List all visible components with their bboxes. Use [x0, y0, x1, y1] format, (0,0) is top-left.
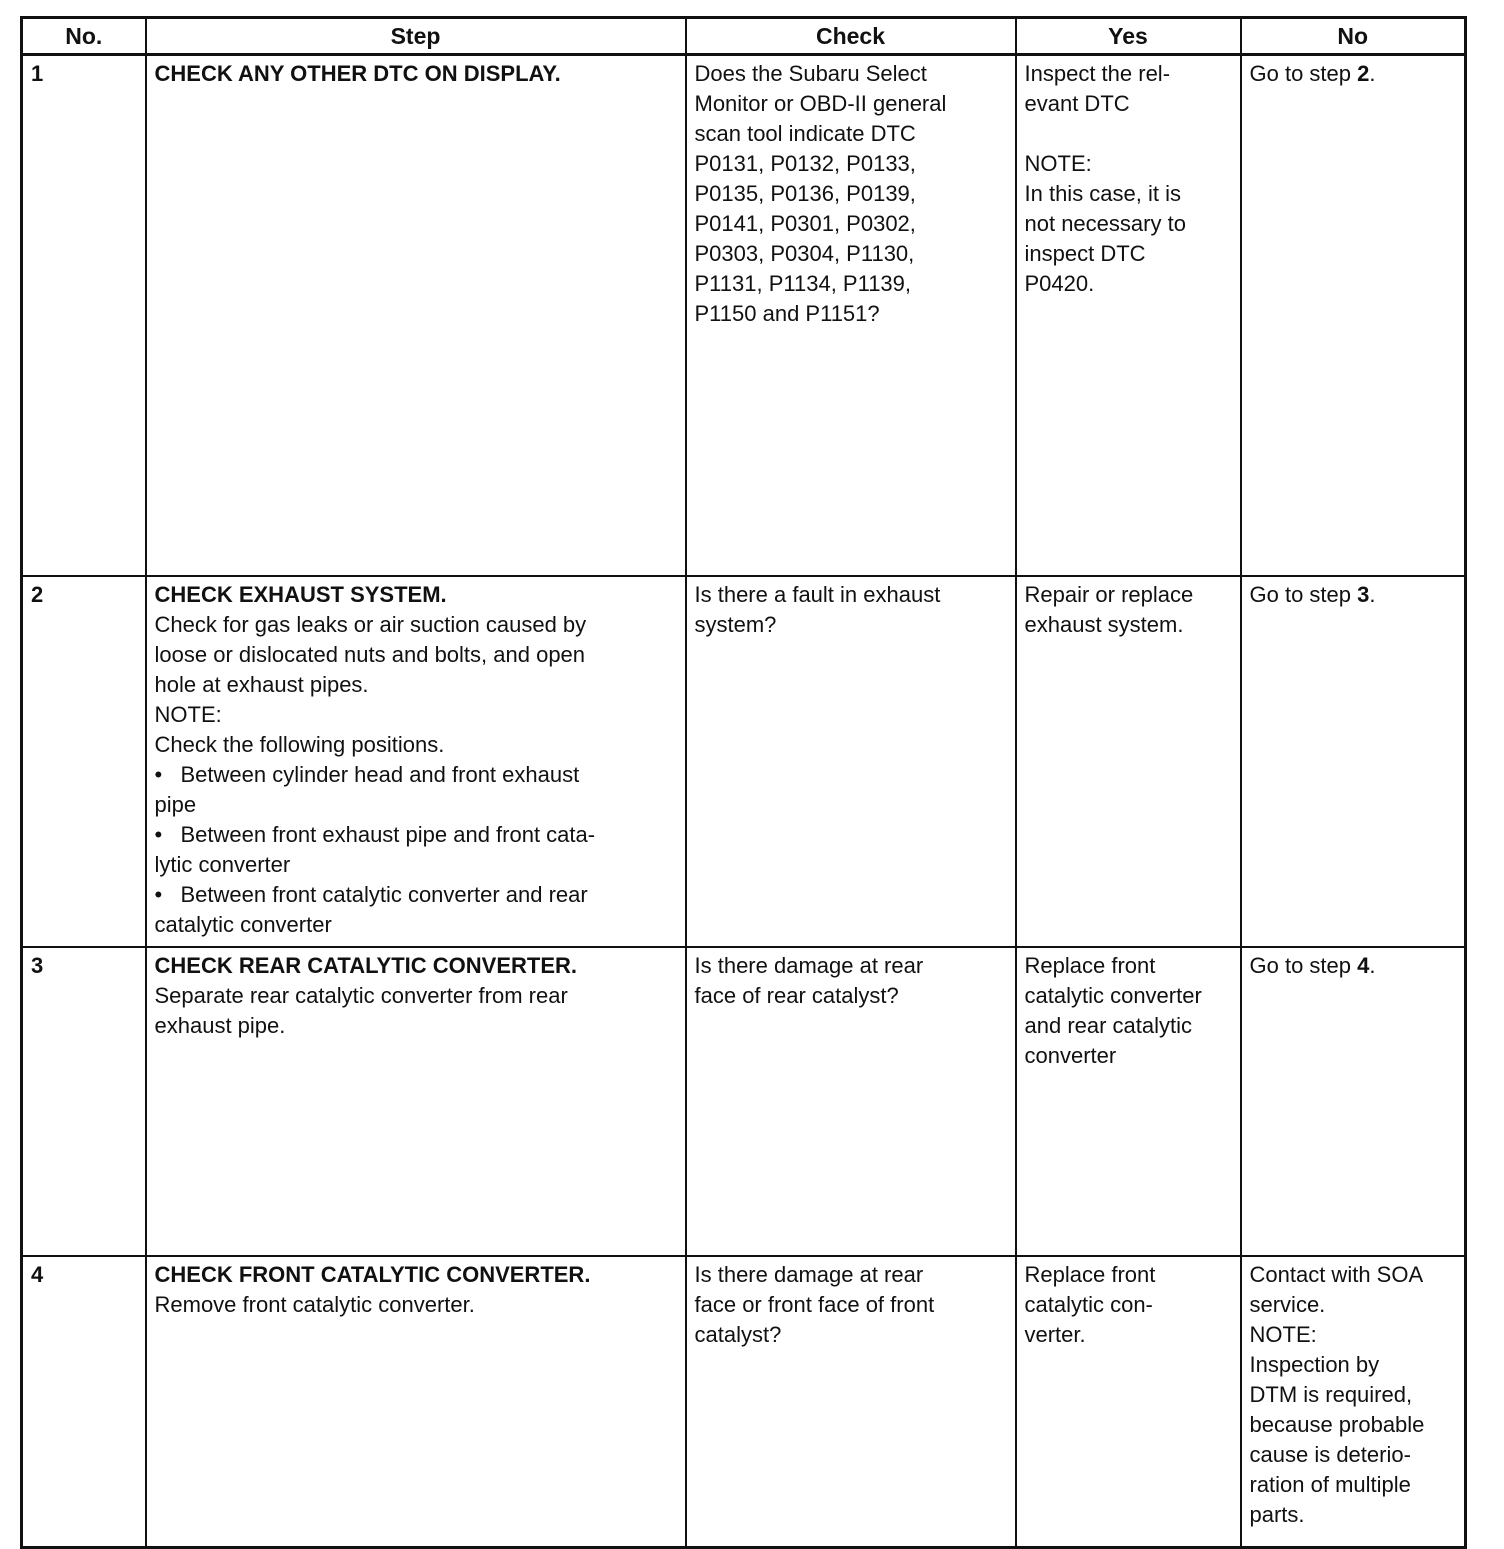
yes-line: and rear catalytic	[1024, 1013, 1193, 1038]
no-line: because probable	[1249, 1412, 1425, 1437]
check-line: P0303, P0304, P1130,	[694, 241, 915, 266]
check-line: P0135, P0136, P0139,	[694, 181, 916, 206]
no-line: Inspection by	[1249, 1352, 1380, 1377]
step-line: Check the following positions.	[154, 732, 445, 757]
diagnostic-table	[20, 16, 1467, 1549]
check-line: Monitor or OBD-II general	[694, 91, 947, 116]
goto-prefix: Go to step	[1249, 953, 1358, 978]
yes-line: inspect DTC	[1024, 241, 1146, 266]
yes-line: converter	[1024, 1043, 1117, 1068]
step-line: exhaust pipe.	[154, 1013, 286, 1038]
check-cell	[686, 55, 1016, 577]
table-row	[22, 55, 1466, 577]
no-line: parts.	[1249, 1502, 1305, 1527]
goto-step: 2	[1357, 61, 1370, 86]
yes-line: catalytic converter	[1024, 983, 1202, 1008]
yes-line: In this case, it is	[1024, 181, 1182, 206]
bullet-text: Between front catalytic converter and rear	[180, 882, 588, 907]
no-line: ration of multiple	[1249, 1472, 1411, 1497]
check-line: P1131, P1134, P1139,	[694, 271, 912, 296]
check-line: Is there a fault in exhaust	[694, 582, 941, 607]
step-number: 4	[22, 1256, 146, 1548]
yes-cell	[1016, 576, 1241, 947]
no-cell	[1241, 947, 1466, 1256]
step-title: CHECK EXHAUST SYSTEM.	[154, 582, 447, 607]
yes-cell	[1016, 55, 1241, 577]
yes-line: P0420.	[1024, 271, 1095, 296]
step-line: Separate rear catalytic converter from rear	[154, 983, 568, 1008]
header-check: Check	[686, 18, 1016, 55]
yes-line: exhaust system.	[1024, 612, 1184, 637]
yes-cell	[1016, 947, 1241, 1256]
bullet-item	[155, 760, 677, 790]
yes-line: catalytic con-	[1024, 1292, 1153, 1317]
step-number: 2	[22, 576, 146, 947]
header-no-result: No	[1241, 18, 1466, 55]
goto-step: 4	[1357, 953, 1370, 978]
bullet-text-cont: catalytic converter	[154, 912, 332, 937]
table-row	[22, 947, 1466, 1256]
yes-line: evant DTC	[1024, 91, 1130, 116]
yes-line: NOTE:	[1024, 151, 1092, 176]
step-cell	[146, 947, 686, 1256]
goto-suffix: .	[1369, 582, 1376, 607]
bullet-icon: •	[154, 822, 163, 847]
no-line: NOTE:	[1249, 1322, 1317, 1347]
no-line: DTM is required,	[1249, 1382, 1413, 1407]
check-line: face of rear catalyst?	[694, 983, 899, 1008]
yes-cell	[1016, 1256, 1241, 1548]
header-yes: Yes	[1016, 18, 1241, 55]
goto-step: 3	[1357, 582, 1370, 607]
no-line: Contact with SOA	[1249, 1262, 1424, 1287]
no-cell	[1241, 1256, 1466, 1548]
yes-line: Replace front	[1024, 1262, 1156, 1287]
bullet-item	[155, 880, 677, 910]
header-no: No.	[22, 18, 146, 55]
check-cell	[686, 947, 1016, 1256]
step-title: CHECK FRONT CATALYTIC CONVERTER.	[154, 1262, 591, 1287]
goto-suffix: .	[1369, 953, 1376, 978]
check-line: system?	[694, 612, 777, 637]
check-line: Is there damage at rear	[694, 1262, 924, 1287]
step-line: Check for gas leaks or air suction caused by	[154, 612, 587, 637]
bullet-icon: •	[154, 762, 163, 787]
header-step: Step	[146, 18, 686, 55]
bullet-text-cont: pipe	[154, 792, 197, 817]
no-cell	[1241, 55, 1466, 577]
step-number: 1	[22, 55, 146, 577]
bullet-text: Between cylinder head and front exhaust	[180, 762, 580, 787]
bullet-icon: •	[154, 882, 163, 907]
bullet-text-cont: lytic converter	[154, 852, 291, 877]
table-row	[22, 1256, 1466, 1548]
check-cell	[686, 576, 1016, 947]
yes-line: not necessary to	[1024, 211, 1186, 236]
step-line: NOTE:	[154, 702, 222, 727]
check-line: P1150 and P1151?	[694, 301, 880, 326]
yes-line: verter.	[1024, 1322, 1086, 1347]
yes-line: Replace front	[1024, 953, 1156, 978]
check-line: Does the Subaru Select	[694, 61, 927, 86]
header-row	[22, 18, 1466, 55]
step-cell	[146, 55, 686, 577]
goto-prefix: Go to step	[1249, 61, 1358, 86]
step-title: CHECK ANY OTHER DTC ON DISPLAY.	[154, 61, 561, 86]
step-line: loose or dislocated nuts and bolts, and open	[154, 642, 586, 667]
check-cell	[686, 1256, 1016, 1548]
bullet-item	[155, 820, 677, 850]
check-line: P0141, P0301, P0302,	[694, 211, 916, 236]
no-line: cause is deterio-	[1249, 1442, 1411, 1467]
no-cell	[1241, 576, 1466, 947]
goto-prefix: Go to step	[1249, 582, 1358, 607]
table-row	[22, 576, 1466, 947]
yes-line: Inspect the rel-	[1024, 61, 1171, 86]
step-line: hole at exhaust pipes.	[154, 672, 369, 697]
no-line: service.	[1249, 1292, 1326, 1317]
bullet-text: Between front exhaust pipe and front cata-	[180, 822, 596, 847]
check-line: P0131, P0132, P0133,	[694, 151, 916, 176]
step-cell	[146, 1256, 686, 1548]
step-line: Remove front catalytic converter.	[154, 1292, 475, 1317]
yes-line	[1025, 119, 1232, 149]
goto-suffix: .	[1369, 61, 1376, 86]
check-line: catalyst?	[694, 1322, 782, 1347]
step-number: 3	[22, 947, 146, 1256]
check-line: Is there damage at rear	[694, 953, 924, 978]
step-title: CHECK REAR CATALYTIC CONVERTER.	[154, 953, 578, 978]
step-cell	[146, 576, 686, 947]
check-line: face or front face of front	[694, 1292, 935, 1317]
check-line: scan tool indicate DTC	[694, 121, 916, 146]
yes-line: Repair or replace	[1024, 582, 1194, 607]
